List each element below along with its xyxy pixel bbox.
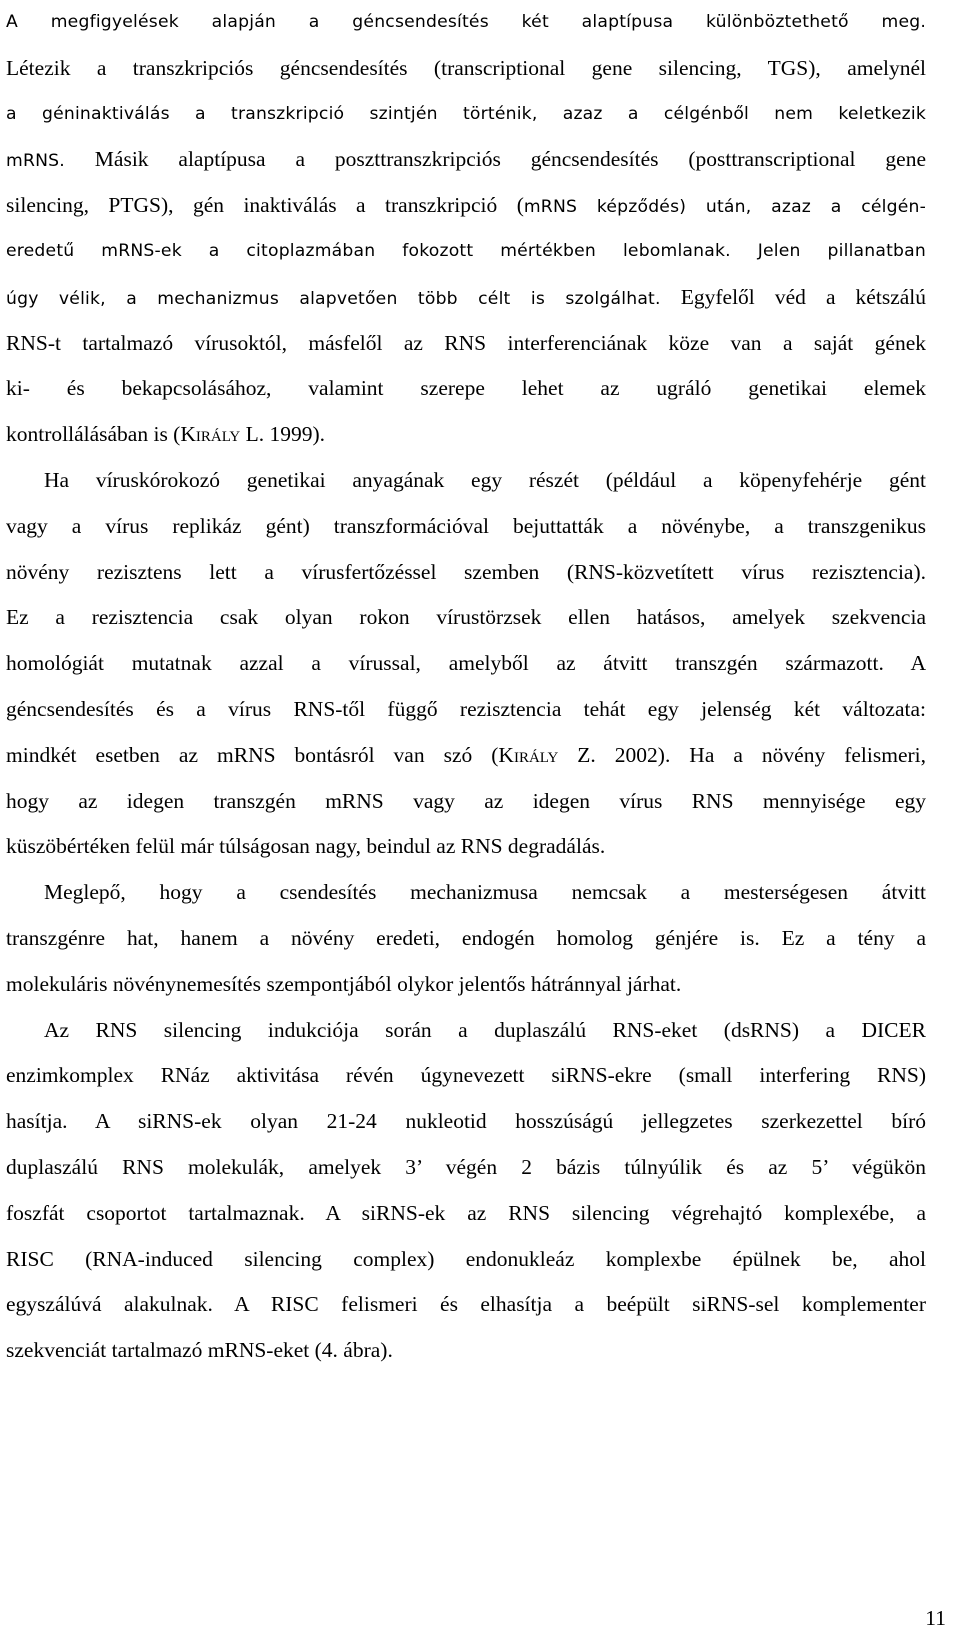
text-line: homológiát mutatnak azzal a vírussal, amelyből az átvitt transzgén származott. A	[6, 651, 926, 676]
text-line: ki- és bekapcsolásához, valamint szerepe lehet az ugráló genetikai elemek	[6, 376, 926, 401]
paragraph-3	[6, 870, 926, 1007]
text-line: RISC (RNA-induced silencing complex) endonukleáz komplexbe épülnek be, ahol	[6, 1246, 926, 1271]
text-line: A megfigyelések alapján a géncsendesítés két alaptípusa különböztethető meg.	[6, 12, 926, 32]
text-line	[6, 137, 926, 183]
text-line: Ha víruskórokozó genetikai anyagának egy részét (például a köpenyfehérje gént	[44, 467, 926, 492]
text-run: úgy vélik, a mechanizmus alapvetően több célt is szolgálhat.	[6, 288, 661, 309]
text-line: duplaszálú RNS molekulák, amelyek 3’ végén 2 bázis túlnyúlik és az 5’ végükön	[6, 1154, 926, 1179]
text-line: molekuláris növénynemesítés szempontjából olykor jelentős hátránnyal járhat.	[6, 971, 682, 996]
text-run: Másik alaptípusa a poszttranszkripciós géncsendesítés (posttranscriptional gene	[64, 147, 926, 172]
text-line	[6, 183, 926, 229]
text-line	[6, 275, 926, 321]
text-line: eredetű mRNS-ek a citoplazmában fokozott mértékben lebomlanak. Jelen pillanatban	[6, 240, 926, 261]
text-run: mindkét esetben az mRNS bontásról van szó (	[6, 742, 499, 767]
text-run: L. 1999).	[240, 422, 325, 447]
text-line: transzgénre hat, hanem a növény eredeti, endogén homolog génjére is. Ez a tény a	[6, 925, 926, 950]
text-line: Ez a rezisztencia csak olyan rokon vírustörzsek ellen hatásos, amelyek szekvencia	[6, 605, 926, 630]
text-run: mRNS.	[6, 151, 65, 172]
text-line: egyszálúvá alakulnak. A RISC felismeri és elhasítja a beépült siRNS-sel komplementer	[6, 1292, 926, 1317]
author-name: Király	[498, 742, 559, 767]
text-line: szekvenciát tartalmazó mRNS-eket (4. ábra).	[6, 1338, 393, 1363]
text-run: kontrollálásában is (	[6, 422, 181, 447]
text-line	[6, 733, 926, 779]
author-name: Király	[180, 422, 241, 447]
text-line: Létezik a transzkripciós géncsendesítés (transcriptional gene silencing, TGS), amelynél	[6, 55, 926, 80]
text-run: Z. 2002). Ha a növény felismeri,	[558, 742, 926, 767]
text-line: vagy a vírus replikáz gént) transzformációval bejuttatták a növénybe, a transzgenikus	[6, 513, 926, 538]
paragraph-4	[6, 1008, 926, 1374]
text-line: küszöbértéken felül már túlságosan nagy, beindul az RNS degradálás.	[6, 834, 606, 859]
text-run: mRNS képződés) után, azaz a célgén-	[523, 197, 926, 218]
text-line: géncsendesítés és a vírus RNS-től függő rezisztencia tehát egy jelenség két változata:	[6, 696, 926, 721]
text-line: Meglepő, hogy a csendesítés mechanizmusa nemcsak a mesterségesen átvitt	[44, 880, 926, 905]
text-line: a géninaktiválás a transzkripció szintjén történik, azaz a célgénből nem keletkezik	[6, 103, 926, 124]
text-line: növény rezisztens lett a vírusfertőzéssel szemben (RNS-közvetített vírus rezisztencia).	[6, 559, 926, 584]
text-line	[6, 412, 926, 458]
text-line: enzimkomplex RNáz aktivitása révén úgynevezett siRNS-ekre (small interfering RNS)	[6, 1063, 926, 1088]
page-number: 11	[925, 1606, 946, 1630]
paragraph-2	[6, 458, 926, 870]
text-line: hogy az idegen transzgén mRNS vagy az idegen vírus RNS mennyisége egy	[6, 788, 926, 813]
text-run: Egyfelől véd a kétszálú	[660, 284, 927, 309]
text-run: silencing, PTGS), gén inaktiválás a transzkripció (	[6, 193, 524, 218]
document-page	[6, 0, 926, 1374]
paragraph-1	[6, 0, 926, 458]
text-line: hasítja. A siRNS-ek olyan 21-24 nukleotid hosszúságú jellegzetes szerkezettel bíró	[6, 1109, 926, 1134]
text-line: Az RNS silencing indukciója során a duplaszálú RNS-eket (dsRNS) a DICER	[44, 1017, 926, 1042]
text-line: foszfát csoportot tartalmaznak. A siRNS-ek az RNS silencing végrehajtó komplexébe, a	[6, 1200, 926, 1225]
text-line: RNS-t tartalmazó vírusoktól, másfelől az RNS interferenciának köze van a saját gének	[6, 330, 926, 355]
